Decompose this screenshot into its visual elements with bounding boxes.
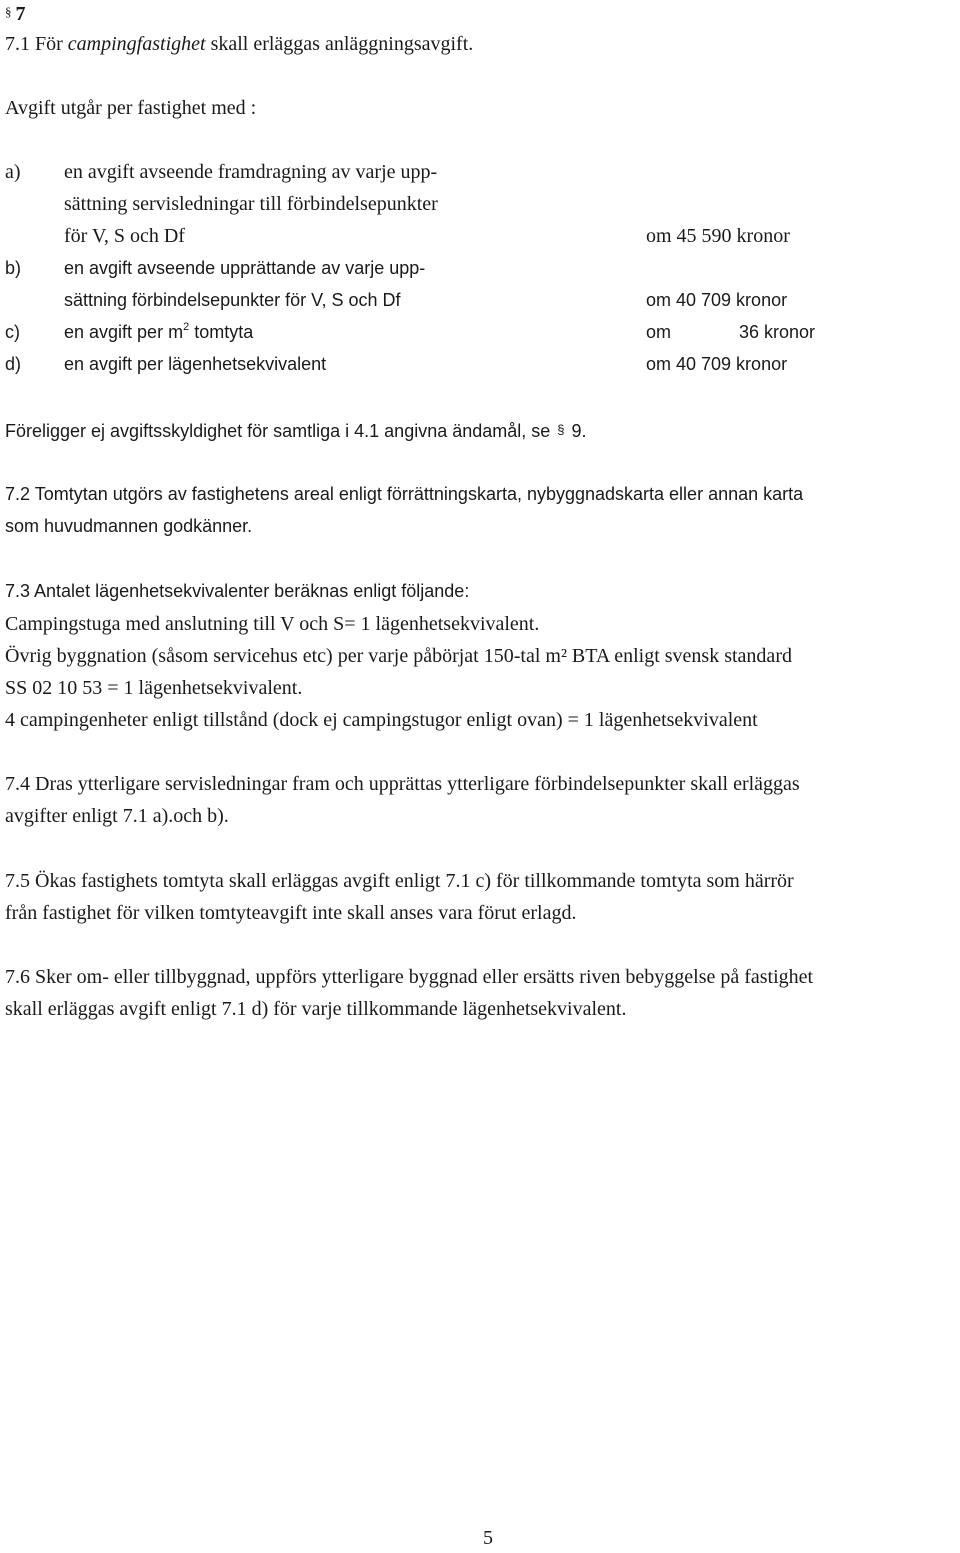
paragraph-7-3-line2: Campingstuga med anslutning till V och S= 1 lägenhetsekvivalent. [5,613,540,635]
fee-item-c-text-post: tomtyta [189,322,254,342]
fee-intro: Avgift utgår per fastighet med : [5,97,257,119]
fee-item-c [0,323,960,347]
fee-item-marker: c) [5,322,20,342]
fee-item-amount: om 40 709 kronor [646,354,788,374]
p71-suffix: skall erläggas anläggningsavgift. [205,33,474,55]
superscript-2: 2 [183,321,190,333]
fee-item-text: en avgift avseende upprättande av varje upp- [64,258,426,278]
paragraph-7-2-line1: 7.2 Tomtytan utgörs av fastighetens areal enligt förrättningskarta, nybyggnadskarta eller annan karta [5,484,804,504]
paragraph-7-2-line2: som huvudmannen godkänner. [5,516,253,536]
paragraph-7-4-line1: 7.4 Dras ytterligare servisledningar fram och upprättas ytterligare förbindelsepunkter skall erläggas [5,773,800,795]
paragraph-7-6-line2: skall erläggas avgift enligt 7.1 d) för varje tillkommande lägenhetsekvivalent. [5,998,627,1020]
fee-item-marker: d) [5,354,22,374]
fee-item-a-line2 [0,194,960,218]
paragraph-7-3-line1: 7.3 Antalet lägenhetsekvivalenter beräknas enligt följande: [5,581,470,601]
page-number: 5 [483,1527,493,1549]
exemption-note-text: Föreligger ej avgiftsskyldighet för samtliga i 4.1 angivna ändamål, se [5,421,556,441]
fee-item-om: om [646,322,672,342]
fee-item-amount: om 40 709 kronor [646,290,788,310]
paragraph-7-6-line1: 7.6 Sker om- eller tillbyggnad, uppförs ytterligare byggnad eller ersätts riven bebyggelse på fastighet [5,966,814,988]
fee-item-a-line3 [0,226,960,250]
fee-item-d [0,355,960,379]
fee-item-text: sättning servisledningar till förbindelsepunkter [64,193,438,215]
section-symbol: § [5,4,12,19]
fee-item-marker: a) [5,161,21,183]
fee-item-amount: om 45 590 kronor [646,225,790,247]
paragraph-7-5-line1: 7.5 Ökas fastighets tomtyta skall erläggas avgift enligt 7.1 c) för tillkommande tomtyta som härrör [5,870,794,892]
exemption-note [5,422,587,440]
paragraph-7-3-line5: 4 campingenheter enligt tillstånd (dock ej campingstugor enligt ovan) = 1 lägenhetsekvivalent [5,709,758,731]
paragraph-7-3-line3: Övrig byggnation (såsom servicehus etc) per varje påbörjat 150-tal m² BTA enligt svensk standard [5,645,792,667]
section-symbol: § [557,422,565,437]
fee-item-text: en avgift avseende framdragning av varje upp- [64,161,438,183]
p71-emphasis: campingfastighet [67,33,206,55]
fee-item-b-line1 [0,259,960,283]
paragraph-7-3-line4: SS 02 10 53 = 1 lägenhetsekvivalent. [5,677,303,699]
p71-prefix: 7.1 För [5,33,68,55]
fee-item-amount: 36 kronor [738,322,815,342]
fee-item-a-line1 [0,162,960,186]
fee-item-text: sättning förbindelsepunkter för V, S och Df [64,290,401,310]
fee-item-text: för V, S och Df [64,225,185,247]
fee-item-text [64,323,253,341]
fee-item-text: en avgift per lägenhetsekvivalent [64,354,327,374]
paragraph-7-4-line2: avgifter enligt 7.1 a).och b). [5,805,229,827]
paragraph-7-1 [5,34,473,54]
fee-item-b-line2 [0,291,960,315]
fee-item-marker: b) [5,258,22,278]
section-number: 7 [15,3,26,25]
section-heading [5,4,26,24]
exemption-note-ref: 9. [566,421,587,441]
paragraph-7-5-line2: från fastighet för vilken tomtyteavgift inte skall anses vara förut erlagd. [5,902,577,924]
fee-item-c-text-pre: en avgift per m [64,322,184,342]
